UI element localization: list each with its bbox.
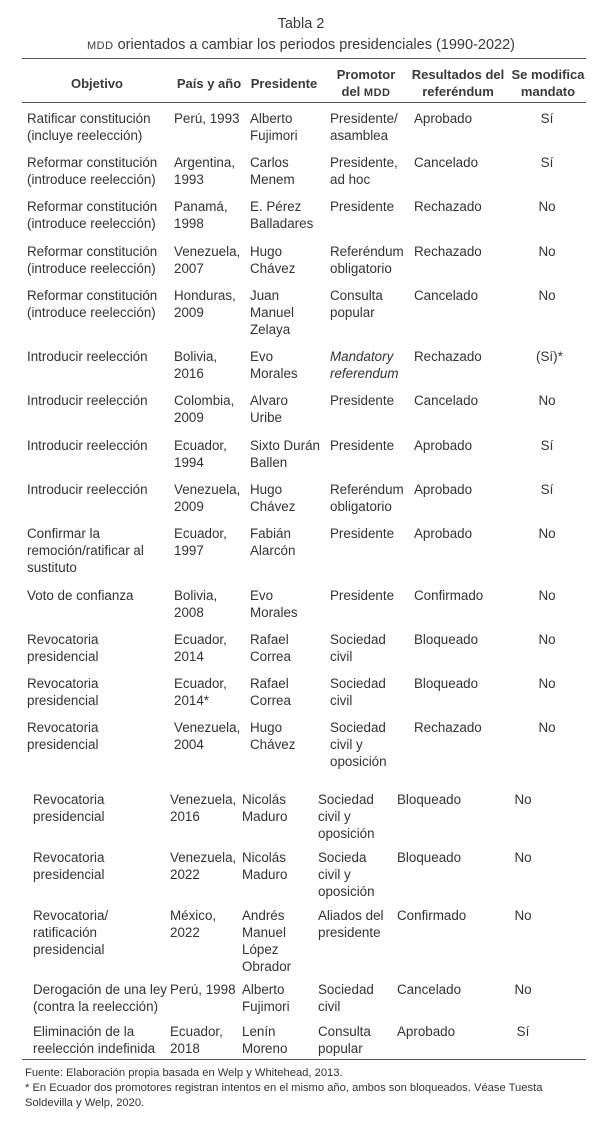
header-resultados: Resultados del referéndum — [411, 67, 505, 99]
cell-pais: Perú, 1998 — [170, 982, 236, 997]
cell-resultado: Rechazado — [414, 199, 482, 214]
cell-presidente: Hugo Chávez — [250, 482, 296, 514]
cell-presidente: Alberto Fujimori — [242, 982, 290, 1014]
cell-presidente: E. Pérez Balladares — [250, 199, 314, 231]
cell-objetivo: Revocatoria presidencial — [27, 676, 99, 708]
cell-resultado: Aprobado — [414, 482, 473, 497]
cell-pais: Ecuador, 2014 — [174, 632, 227, 664]
cell-pais: Venezuela, 2009 — [174, 482, 241, 514]
cell-promotor: Consulta popular — [318, 1024, 371, 1056]
cell-promotor: Referéndum obligatorio — [330, 244, 404, 276]
cell-objetivo: Introducir reelección — [27, 393, 148, 408]
header-rule — [22, 102, 586, 103]
cell-presidente: Nicolás Maduro — [242, 850, 288, 882]
cell-objetivo: Eliminación de la reelección indefinida — [33, 1024, 156, 1056]
cell-presidente: Hugo Chávez — [250, 244, 296, 276]
cell-resultado: Rechazado — [414, 244, 482, 259]
cell-resultado: Aprobado — [414, 111, 473, 126]
cell-pais: Ecuador, 2014* — [174, 676, 227, 708]
cell-promotor: Sociedad civil — [318, 982, 374, 1014]
cell-objetivo: Derogación de una ley (contra la reelección) — [33, 982, 167, 1014]
cell-modifica: (Sí)* — [536, 349, 563, 364]
cell-pais: Colombia, 2009 — [174, 393, 235, 425]
cell-modifica: No — [514, 908, 532, 923]
cell-presidente: Lenín Moreno — [242, 1024, 288, 1056]
cell-objetivo: Reformar constitución (introduce reelección) — [27, 155, 158, 187]
cell-resultado: Aprobado — [414, 526, 473, 541]
cell-promotor: Presidente — [330, 199, 395, 214]
cell-modifica: No — [514, 792, 532, 807]
top-rule — [22, 58, 586, 59]
cell-presidente: Rafael Correa — [250, 676, 291, 708]
cell-promotor: Presidente — [330, 393, 395, 408]
cell-modifica: No — [538, 720, 556, 735]
cell-objetivo: Revocatoria presidencial — [33, 850, 105, 882]
cell-modifica: No — [538, 244, 556, 259]
cell-modifica: No — [538, 393, 556, 408]
cell-promotor: Mandatory referendum — [330, 349, 399, 381]
cell-modifica: No — [538, 676, 556, 691]
cell-resultado: Cancelado — [414, 155, 479, 170]
table-subtitle — [0, 37, 602, 53]
header-promotor — [326, 66, 406, 102]
cell-pais: Venezuela, 2016 — [170, 792, 237, 824]
cell-objetivo: Reformar constitución (introduce reelección) — [27, 288, 158, 320]
header-pais: País y año — [176, 76, 242, 91]
cell-resultado: Cancelado — [397, 982, 462, 997]
cell-promotor: Presidente, ad hoc — [330, 155, 398, 187]
cell-promotor: Socieda civil y oposición — [318, 850, 375, 899]
table-title: Tabla 2 — [277, 16, 325, 32]
cell-promotor: Sociedad civil y oposición — [318, 792, 375, 841]
cell-modifica: No — [538, 588, 556, 603]
cell-objetivo: Introducir reelección — [27, 349, 148, 364]
cell-modifica: No — [514, 982, 532, 997]
cell-presidente: Hugo Chávez — [250, 720, 296, 752]
cell-pais: Panamá, 1998 — [174, 199, 228, 231]
cell-presidente: Evo Morales — [250, 349, 298, 381]
cell-objetivo: Confirmar la remoción/ratificar al sustituto — [27, 526, 144, 575]
cell-resultado: Bloqueado — [414, 676, 479, 691]
footer-source: Fuente: Elaboración propia basada en Welp y Whitehead, 2013. — [25, 1067, 343, 1079]
footer-note: * En Ecuador dos promotores registran intentos en el mismo año, ambos son bloqueados. Véase Tuesta Soldevilla y Welp, 2020. — [25, 1082, 543, 1109]
cell-resultado: Confirmado — [397, 908, 467, 923]
cell-modifica: Sí — [516, 1024, 530, 1039]
header-objetivo: Objetivo — [70, 76, 123, 91]
cell-modifica: No — [538, 632, 556, 647]
cell-promotor: Referéndum obligatorio — [330, 482, 404, 514]
cell-resultado: Bloqueado — [397, 792, 462, 807]
cell-presidente: Nicolás Maduro — [242, 792, 288, 824]
cell-pais: Argentina, 1993 — [174, 155, 236, 187]
cell-modifica: No — [538, 288, 556, 303]
cell-pais: Honduras, 2009 — [174, 288, 236, 320]
cell-promotor: Sociedad civil — [330, 632, 386, 664]
cell-promotor: Sociedad civil y oposición — [330, 720, 387, 769]
cell-presidente: Rafael Correa — [250, 632, 291, 664]
cell-presidente: Carlos Menem — [250, 155, 295, 187]
cell-resultado: Aprobado — [397, 1024, 456, 1039]
cell-objetivo: Reformar constitución (introduce reelección) — [27, 199, 158, 231]
cell-promotor: Presidente — [330, 526, 395, 541]
cell-promotor: Sociedad civil — [330, 676, 386, 708]
cell-presidente: Sixto Durán Ballen — [250, 438, 320, 470]
cell-resultado: Aprobado — [414, 438, 473, 453]
cell-modifica: Sí — [540, 438, 554, 453]
cell-presidente: Juan Manuel Zelaya — [250, 288, 294, 337]
subtitle-text: orientados a cambiar los periodos presidenciales (1990-2022) — [117, 37, 515, 53]
cell-resultado: Confirmado — [414, 588, 484, 603]
cell-pais: Ecuador, 1997 — [174, 526, 227, 558]
cell-objetivo: Revocatoria presidencial — [33, 792, 105, 824]
cell-objetivo: Introducir reelección — [27, 482, 148, 497]
cell-pais: Venezuela, 2007 — [174, 244, 241, 276]
cell-modifica: No — [514, 850, 532, 865]
cell-pais: Perú, 1993 — [174, 111, 240, 126]
cell-pais: Bolivia, 2016 — [174, 349, 218, 381]
cell-promotor: Presidente/ asamblea — [330, 111, 398, 143]
cell-pais: Ecuador, 2018 — [170, 1024, 223, 1056]
cell-modifica: Sí — [540, 155, 554, 170]
cell-promotor: Aliados del presidente — [318, 908, 384, 940]
cell-resultado: Rechazado — [414, 720, 482, 735]
cell-objetivo: Reformar constitución (introduce reelección) — [27, 244, 158, 276]
header-promotor-line2: del MDD — [341, 84, 391, 99]
cell-pais: Ecuador, 1994 — [174, 438, 227, 470]
cell-promotor: Presidente — [330, 438, 395, 453]
cell-presidente: Fabián Alarcón — [250, 526, 296, 558]
cell-modifica: Sí — [540, 482, 554, 497]
cell-promotor: Presidente — [330, 588, 395, 603]
cell-resultado: Rechazado — [414, 349, 482, 364]
cell-modifica: No — [538, 526, 556, 541]
cell-promotor: Consulta popular — [330, 288, 383, 320]
cell-objetivo: Voto de confianza — [27, 588, 134, 603]
cell-resultado: Cancelado — [414, 288, 479, 303]
header-presidente: Presidente — [250, 76, 318, 91]
cell-pais: Bolivia, 2008 — [174, 588, 218, 620]
cell-pais: Venezuela, 2022 — [170, 850, 237, 882]
subtitle-abbr: MDD — [87, 40, 114, 52]
cell-objetivo: Ratificar constitución (incluye reelección) — [27, 111, 151, 143]
cell-pais: Venezuela, 2004 — [174, 720, 241, 752]
cell-resultado: Bloqueado — [397, 850, 462, 865]
cell-resultado: Cancelado — [414, 393, 479, 408]
bottom-rule — [22, 1059, 586, 1060]
cell-resultado: Bloqueado — [414, 632, 479, 647]
cell-objetivo: Revocatoria/ ratificación presidencial — [33, 908, 109, 957]
cell-objetivo: Revocatoria presidencial — [27, 632, 99, 664]
cell-modifica: Sí — [540, 111, 554, 126]
cell-modifica: No — [538, 199, 556, 214]
header-promotor-line1: Promotor — [336, 67, 396, 82]
cell-pais: México, 2022 — [170, 908, 217, 940]
cell-presidente: Evo Morales — [250, 588, 298, 620]
cell-objetivo: Introducir reelección — [27, 438, 148, 453]
header-modifica: Se modifica mandato — [511, 67, 585, 99]
cell-presidente: Alvaro Uribe — [250, 393, 288, 425]
cell-presidente: Alberto Fujimori — [250, 111, 298, 143]
cell-objetivo: Revocatoria presidencial — [27, 720, 99, 752]
cell-presidente: Andrés Manuel López Obrador — [242, 908, 292, 974]
